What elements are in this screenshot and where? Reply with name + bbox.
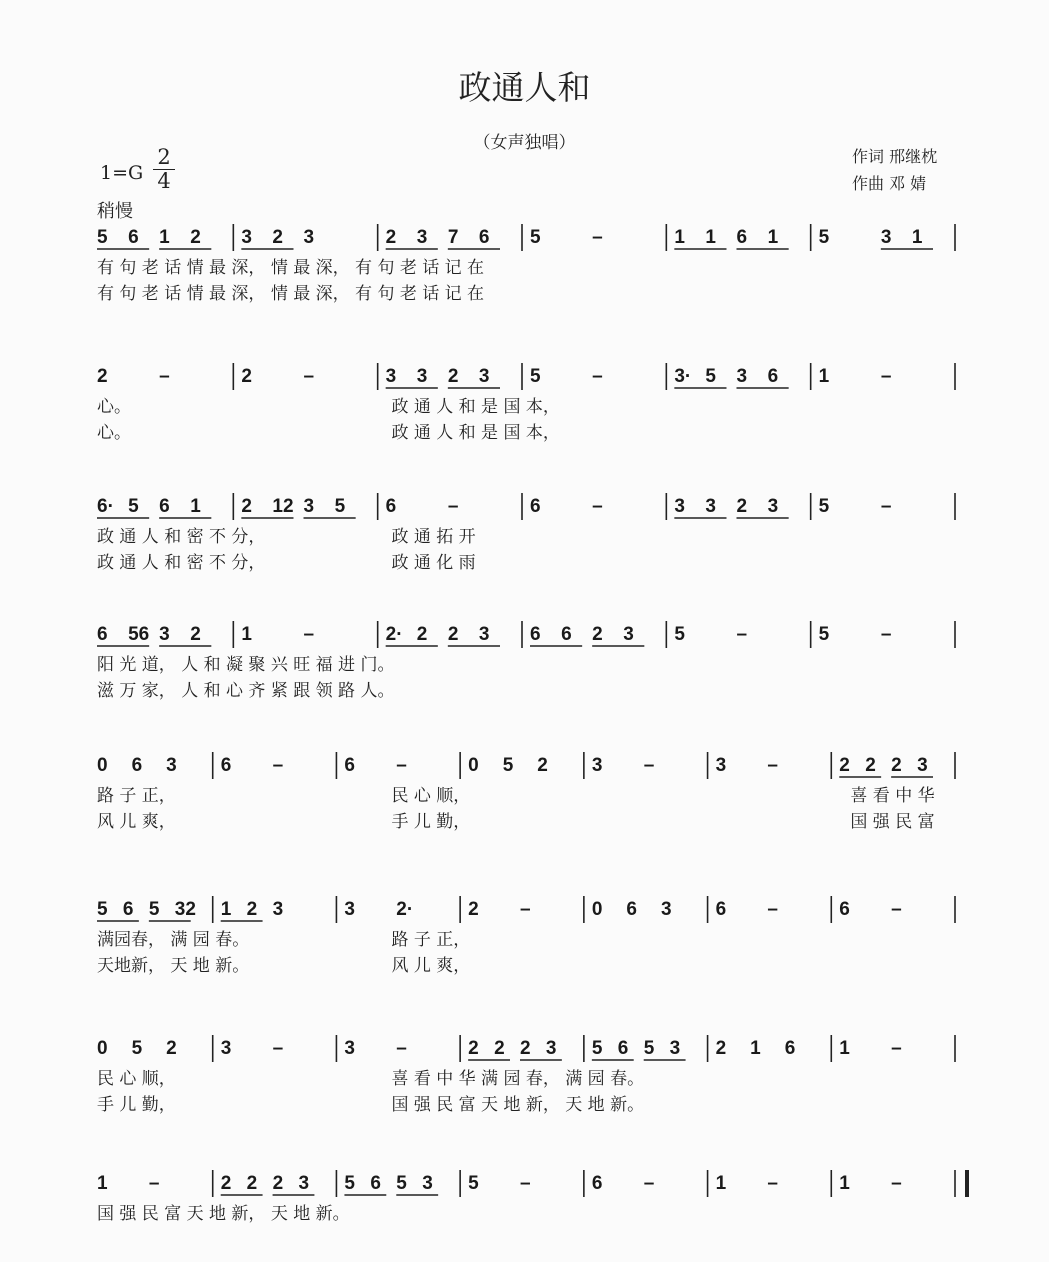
note: 2· — [396, 899, 414, 920]
dash: – — [767, 1173, 779, 1194]
lyric-line: 国 强 民 富 — [850, 812, 935, 832]
note: 3 — [272, 899, 284, 920]
note: 6· — [97, 496, 114, 517]
lyric-line: 有 句 老 话 情 最 深， 情 最 深， 有 句 老 话 记 在 — [97, 258, 485, 278]
dash: – — [447, 496, 459, 517]
dash: – — [643, 755, 655, 776]
note: 2 — [166, 1038, 177, 1059]
note: 6 — [617, 1038, 629, 1059]
note: 2· — [385, 624, 403, 645]
dash: – — [880, 624, 892, 645]
dash: – — [303, 366, 315, 387]
note: 3 — [303, 496, 315, 517]
dash: – — [148, 1173, 160, 1194]
note: 3 — [241, 227, 252, 248]
lyric-line: 风 儿 爽， — [391, 956, 471, 976]
note: 2 — [468, 1038, 479, 1059]
dash: – — [891, 899, 902, 920]
lyric-line: 国 强 民 富 天 地 新， 天 地 新。 — [97, 1204, 350, 1224]
note: 2 — [520, 1038, 531, 1059]
note: 2 — [839, 755, 850, 776]
note: 3 — [736, 366, 748, 387]
note: 0 — [97, 755, 108, 776]
dash: – — [520, 899, 531, 920]
lyric-line: 风 儿 爽， — [97, 812, 176, 832]
note: 2 — [385, 227, 397, 248]
note: 1 — [159, 227, 170, 248]
note: 3 — [669, 1038, 681, 1059]
note: 2 — [246, 1173, 258, 1194]
song-title: 政通人和 — [458, 68, 591, 107]
note: 2 — [447, 366, 459, 387]
note: 1 — [767, 227, 779, 248]
tempo-marking: 稍慢 — [97, 201, 133, 222]
note: 2 — [246, 899, 258, 920]
note: 6 — [784, 1038, 796, 1059]
lyric-line: 有 句 老 话 情 最 深， 情 最 深， 有 句 老 话 记 在 — [97, 284, 485, 304]
lyric-line: 政 通 人 和 密 不 分， — [97, 527, 266, 547]
note: 6 — [839, 899, 850, 920]
lyric-line: 国 强 民 富 天 地 新， 天 地 新。 — [391, 1095, 645, 1115]
note: 1 — [715, 1173, 727, 1194]
lyric-line: 政 通 人 和 是 国 本， — [391, 397, 560, 417]
note: 5 — [97, 899, 108, 920]
lyric-line: 喜 看 中 华 满 园 春， 满 园 春。 — [391, 1069, 645, 1089]
lyric-line: 心。 — [97, 397, 131, 417]
note: 3 — [478, 366, 490, 387]
dash: – — [891, 1038, 902, 1059]
dash: – — [592, 227, 603, 248]
note: 6 — [385, 496, 397, 517]
note: 3 — [344, 1038, 356, 1059]
note: 2 — [272, 1173, 284, 1194]
note: 5 — [674, 624, 685, 645]
note: 2 — [272, 227, 283, 248]
note: 6 — [530, 624, 541, 645]
note: 5 — [502, 755, 514, 776]
note: 5 — [818, 227, 830, 248]
key-signature: 1=G — [100, 162, 144, 184]
note: 3 — [303, 227, 315, 248]
note: 3 — [705, 496, 716, 517]
note: 2 — [736, 496, 748, 517]
note: 7 — [447, 227, 459, 248]
note: 3 — [416, 366, 428, 387]
lyric-line: 阳 光 道， 人 和 凝 聚 兴 旺 福 进 门。 — [97, 655, 395, 675]
note: 2 — [494, 1038, 505, 1059]
note: 6 — [530, 496, 541, 517]
note: 1 — [241, 624, 252, 645]
dash: – — [767, 755, 779, 776]
note: 0 — [591, 899, 603, 920]
note: 6 — [122, 899, 134, 920]
note: 6 — [370, 1173, 381, 1194]
note: 5 — [643, 1038, 655, 1059]
note: 3 — [591, 755, 603, 776]
dash: – — [272, 755, 284, 776]
note: 6 — [128, 227, 139, 248]
note: 3 — [661, 899, 672, 920]
lyric-line: 路 子 正， — [97, 786, 176, 806]
note: 6 — [736, 227, 748, 248]
dash: – — [272, 1038, 284, 1059]
lyric-line: 政 通 化 雨 — [391, 553, 476, 573]
note: 5 — [705, 366, 716, 387]
note: 5 — [131, 1038, 143, 1059]
note: 3 — [422, 1173, 433, 1194]
note: 5 — [591, 1038, 603, 1059]
dash: – — [520, 1173, 531, 1194]
note: 6 — [591, 1173, 603, 1194]
note: 1 — [97, 1173, 108, 1194]
note: 6 — [715, 899, 727, 920]
note: 2 — [537, 755, 548, 776]
dash: – — [592, 366, 603, 387]
dash: – — [159, 366, 170, 387]
note: 56 — [128, 624, 150, 645]
note: 3 — [344, 899, 356, 920]
note: 3 — [159, 624, 170, 645]
time-signature-bottom: 4 — [153, 169, 175, 193]
dash: – — [396, 1038, 407, 1059]
note: 2 — [715, 1038, 727, 1059]
note: 6 — [626, 899, 638, 920]
dash: – — [767, 899, 779, 920]
lyric-line: 心。 — [97, 423, 131, 443]
lyric-line: 喜 看 中 华 — [850, 786, 935, 806]
note: 12 — [272, 496, 294, 517]
dash: – — [880, 496, 892, 517]
note: 6 — [561, 624, 572, 645]
dash: – — [891, 1173, 902, 1194]
note: 2 — [891, 755, 902, 776]
note: 1 — [818, 366, 830, 387]
note: 0 — [97, 1038, 108, 1059]
note: 2 — [220, 1173, 232, 1194]
lyric-line: 民 心 顺， — [391, 786, 471, 806]
note: 2 — [592, 624, 603, 645]
note: 6 — [159, 496, 170, 517]
song-subtitle: （女声独唱） — [473, 133, 576, 153]
lyric-line: 政 通 拓 开 — [391, 527, 476, 547]
note: 1 — [750, 1038, 761, 1059]
composer-credit: 作曲 邓 婧 — [852, 174, 927, 193]
dash: – — [643, 1173, 655, 1194]
note: 2 — [468, 899, 479, 920]
note: 5 — [818, 496, 830, 517]
note: 3 — [917, 755, 928, 776]
note: 5 — [530, 227, 541, 248]
note: 5 — [97, 227, 108, 248]
note: 1 — [705, 227, 716, 248]
lyric-line: 政 通 人 和 是 国 本， — [391, 423, 560, 443]
note: 5 — [396, 1173, 407, 1194]
note: 3 — [385, 366, 397, 387]
note: 3 — [674, 496, 685, 517]
note: 2 — [190, 624, 201, 645]
note: 5 — [148, 899, 160, 920]
note: 1 — [839, 1173, 850, 1194]
note: 3 — [767, 496, 779, 517]
note: 2 — [416, 624, 428, 645]
lyric-line: 滋 万 家， 人 和 心 齐 紧 跟 领 路 人。 — [97, 681, 395, 701]
note: 6 — [131, 755, 143, 776]
note: 1 — [839, 1038, 850, 1059]
note: 3 — [478, 624, 490, 645]
note: 6 — [344, 755, 356, 776]
note: 5 — [818, 624, 830, 645]
note: 2 — [447, 624, 459, 645]
note: 32 — [174, 899, 196, 920]
lyric-line: 政 通 人 和 密 不 分， — [97, 553, 266, 573]
lyric-line: 手 儿 勤， — [391, 812, 471, 832]
dash: – — [880, 366, 892, 387]
note: 5 — [334, 496, 346, 517]
note: 6 — [97, 624, 108, 645]
note: 3 — [298, 1173, 310, 1194]
note: 3 — [416, 227, 428, 248]
note: 3 — [220, 1038, 232, 1059]
note: 2 — [865, 755, 876, 776]
dash: – — [592, 496, 603, 517]
note: 5 — [128, 496, 139, 517]
lyric-line: 民 心 顺， — [97, 1069, 176, 1089]
dash: – — [303, 624, 315, 645]
note: 1 — [220, 899, 232, 920]
note: 5 — [468, 1173, 479, 1194]
note: 3 — [623, 624, 634, 645]
note: 1 — [911, 227, 923, 248]
note: 3 — [880, 227, 892, 248]
dash: – — [736, 624, 748, 645]
note: 5 — [530, 366, 541, 387]
note: 3 — [166, 755, 177, 776]
note: 6 — [478, 227, 490, 248]
dash: – — [396, 755, 407, 776]
note: 0 — [468, 755, 479, 776]
lyric-line: 满园春， 满 园 春。 — [97, 930, 250, 950]
note: 3 — [545, 1038, 557, 1059]
note: 3 — [715, 755, 727, 776]
note: 2 — [97, 366, 108, 387]
note: 5 — [344, 1173, 356, 1194]
note: 2 — [241, 496, 252, 517]
lyric-line: 路 子 正， — [391, 930, 471, 950]
lyricist-credit: 作词 邢继枕 — [852, 147, 938, 166]
lyric-line: 天地新， 天 地 新。 — [97, 956, 250, 976]
note: 2 — [241, 366, 252, 387]
note: 1 — [674, 227, 685, 248]
note: 6 — [220, 755, 232, 776]
lyric-line: 手 儿 勤， — [97, 1095, 176, 1115]
note: 1 — [190, 496, 201, 517]
note: 2 — [190, 227, 201, 248]
note: 6 — [767, 366, 779, 387]
note: 3· — [674, 366, 692, 387]
time-signature-top: 2 — [157, 145, 171, 169]
